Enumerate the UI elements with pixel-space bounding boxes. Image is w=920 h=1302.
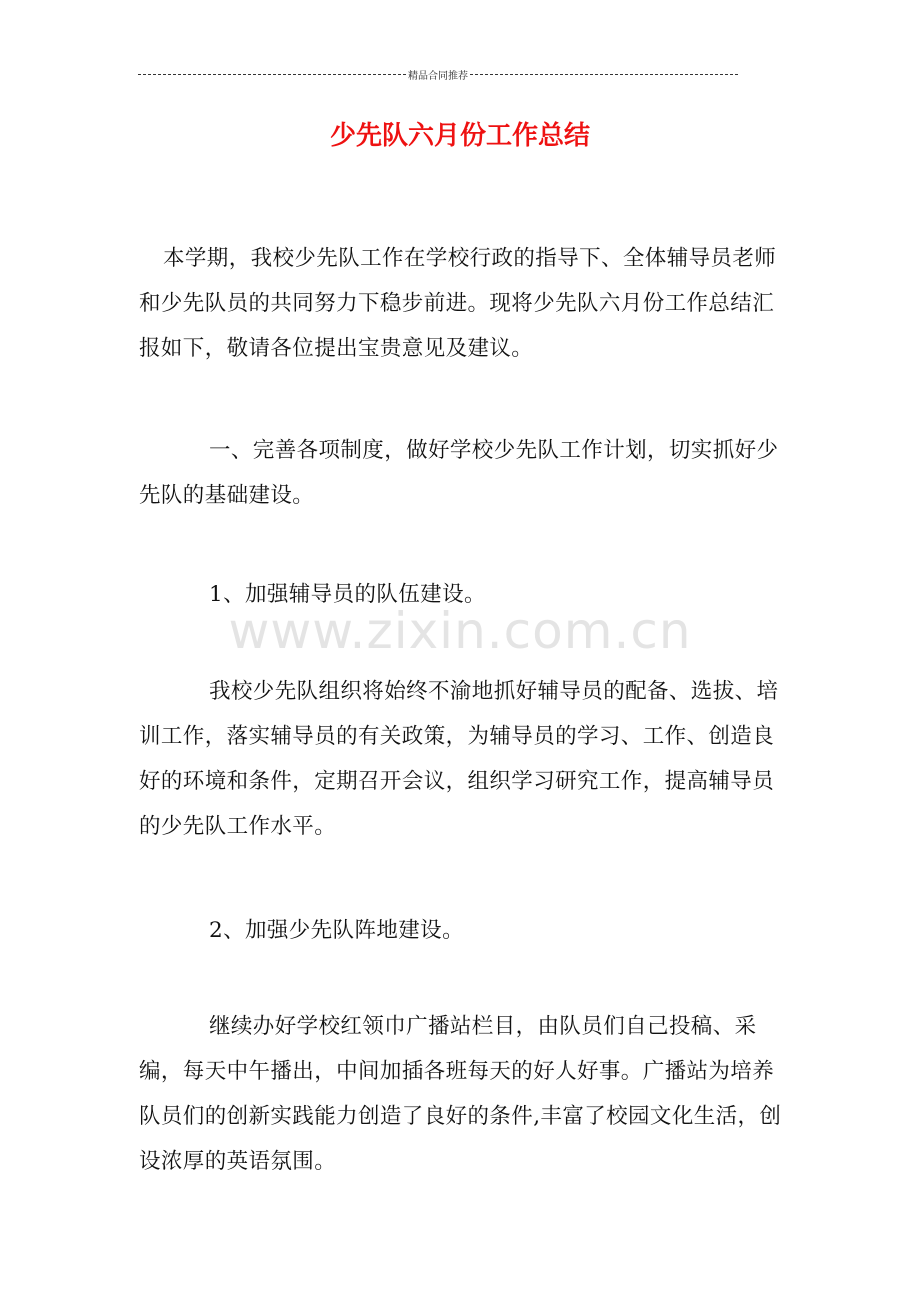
paragraph-counselor-team: 我校少先队组织将始终不渝地抓好辅导员的配备、选拔、培训工作，落实辅导员的有关政策，为辅导员的学习、工作、创造良好的环境和条件，定期召开会议，组织学习研究工作，提高辅导员的少先队工作水平。 [139, 679, 779, 839]
paragraph-intro: 本学期，我校少先队工作在学校行政的指导下、全体辅导员老师和少先队员的共同努力下稳步前进。现将少先队六月份工作总结汇报如下，敬请各位提出宝贵意见及建议。 [139, 246, 777, 361]
watermark: www.zixin.com.cn [228, 602, 692, 660]
subsection-heading-2: 2、加强少先队阵地建设。 [209, 918, 464, 943]
header-label: 精品合同推荐 [408, 70, 468, 82]
header-dash-left [138, 74, 406, 75]
section-heading-1: 一、完善各项制度，做好学校少先队工作计划，切实抓好少先队的基础建设。 [139, 438, 779, 508]
subsection-heading-1: 1、加强辅导员的队伍建设。 [209, 582, 486, 607]
header-rule [138, 66, 738, 82]
paragraph-broadcast: 继续办好学校红领巾广播站栏目，由队员们自己投稿、采编，每天中午播出，中间加插各班每天的好人好事。广播站为培养队员们的创新实践能力创造了良好的条件,丰富了校园文化生活，创设浓厚的英语氛围。 [139, 1014, 782, 1174]
header-dash-right [470, 74, 738, 75]
document-title: 少先队六月份工作总结 [329, 121, 590, 151]
